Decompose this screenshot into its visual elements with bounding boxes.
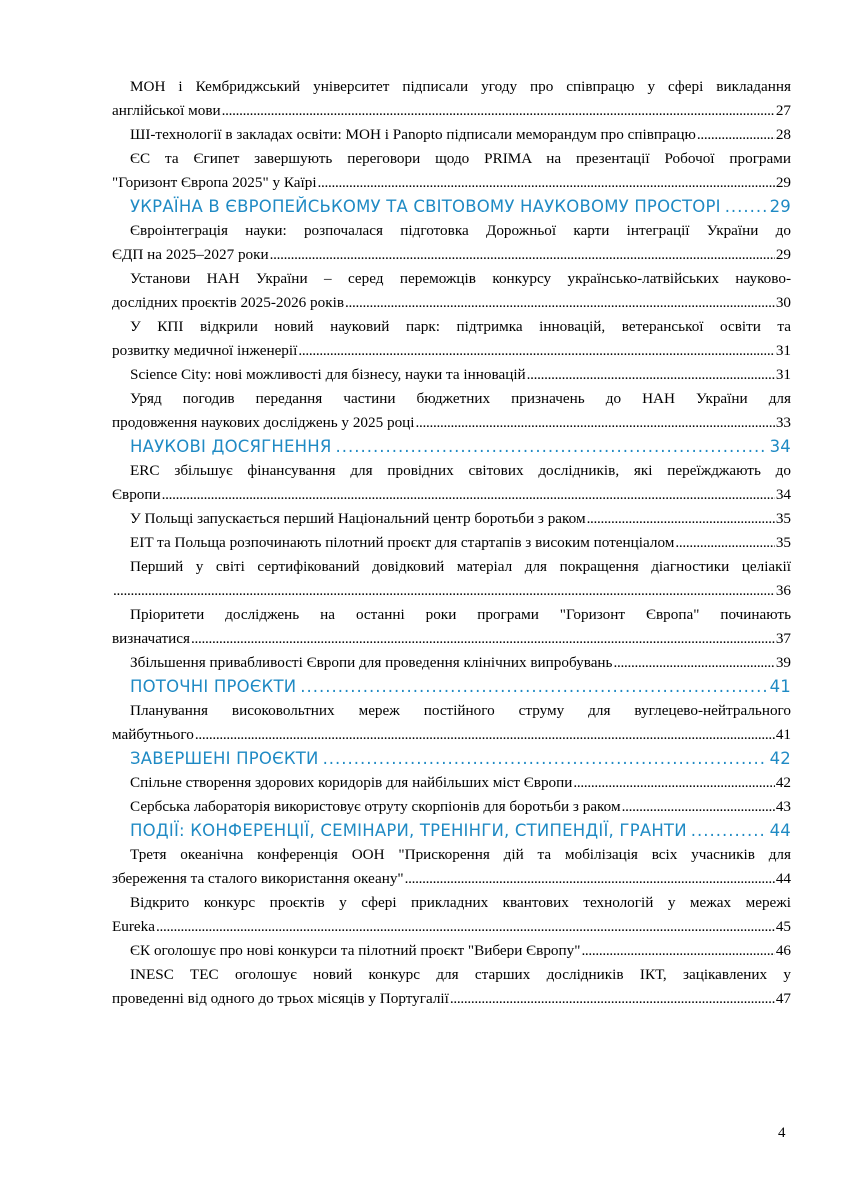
toc-leader-dots	[222, 99, 775, 123]
toc-page-number: 27	[775, 102, 791, 119]
toc-entry-last-line	[112, 939, 791, 963]
toc-entry[interactable]	[112, 75, 791, 123]
toc-page-number: 35	[775, 510, 791, 527]
toc-entry[interactable]	[112, 267, 791, 315]
toc-section-heading[interactable]	[112, 195, 791, 219]
toc-leader-dots	[587, 507, 775, 531]
toc-section-title: НАУКОВІ ДОСЯГНЕННЯ	[130, 437, 332, 456]
toc-section-title: ПОТОЧНІ ПРОЄКТИ	[130, 677, 297, 696]
toc-entry-last-line	[112, 507, 791, 531]
toc-entry[interactable]	[112, 843, 791, 891]
toc-entry-title: "Горизонт Європа 2025" у Каїрі	[112, 174, 317, 191]
toc-section-heading[interactable]	[112, 819, 791, 843]
toc-page-number: 42	[775, 774, 791, 791]
toc-page-number: 42	[769, 749, 791, 768]
toc-entry[interactable]	[112, 771, 791, 795]
toc-entry[interactable]	[112, 123, 791, 147]
toc-page-number: 29	[775, 246, 791, 263]
toc-entry-title-line: Відкрито конкурс проєктів у сфері прикладних квантових технологій у межах мережі	[130, 894, 791, 911]
toc-page-number: 39	[775, 654, 791, 671]
toc-entry-last-line	[112, 171, 791, 195]
toc-entry-title-line: Установи НАН України – серед переможців конкурсу українсько-латвійських науково-	[130, 270, 791, 287]
toc-entry[interactable]	[112, 507, 791, 531]
toc-section-title: ПОДІЇ: КОНФЕРЕНЦІЇ, СЕМІНАРИ, ТРЕНІНГИ, СТИПЕНДІЇ, ГРАНТИ	[130, 821, 687, 840]
toc-entry[interactable]	[112, 963, 791, 1011]
toc-entry-title-line: Планування високовольтних мереж постійного струму для вуглецево-нейтрального	[130, 702, 791, 719]
toc-entry-title-line: INESC TEC оголошує новий конкурс для старших дослідників ІКТ, зацікавлених у	[130, 966, 791, 983]
toc-leader-dots	[697, 123, 775, 147]
toc-leader-dots	[156, 915, 775, 939]
toc-entry[interactable]	[112, 699, 791, 747]
toc-page-number: 29	[769, 197, 791, 216]
toc-leader-dots	[113, 579, 775, 603]
toc-entry-title: ШІ-технології в закладах освіти: МОН і Panopto підписали меморандум про співпрацю	[130, 126, 696, 143]
toc-entry-title: Сербська лабораторія використовує отруту скорпіонів для боротьби з раком	[130, 798, 621, 815]
toc-leader-dots	[416, 411, 775, 435]
toc-entry-title-line: ERC збільшує фінансування для провідних світових дослідників, які переїжджають до	[130, 462, 791, 479]
toc-page-number: 45	[775, 918, 791, 935]
toc-page-number: 31	[775, 366, 791, 383]
toc-entry-title: збереження та сталого використання океану"	[112, 870, 404, 887]
toc-page-number: 36	[775, 582, 791, 599]
toc-leader-dots	[613, 651, 774, 675]
toc-page-number: 41	[769, 677, 791, 696]
toc-leader-dots	[573, 771, 774, 795]
toc-entry-title: Science City: нові можливості для бізнесу, науки та інновацій	[130, 366, 526, 383]
toc-entry-title: проведенні від одного до трьох місяців у Португалії	[112, 990, 449, 1007]
toc-entry-last-line	[112, 483, 791, 507]
toc-leader-dots	[318, 171, 775, 195]
toc-entry-last-line	[112, 123, 791, 147]
toc-entry-title-line: Пріоритети досліджень на останні роки програми "Горизонт Європа" починають	[130, 606, 791, 623]
toc-entry-title: дослідних проєктів 2025-2026 років	[112, 294, 345, 311]
toc-entry[interactable]	[112, 939, 791, 963]
toc-entry-title: визначатися	[112, 630, 191, 647]
toc-entry[interactable]	[112, 147, 791, 195]
toc-entry-last-line	[112, 579, 791, 603]
toc-leader-dots	[336, 435, 766, 459]
toc-section-title: УКРАЇНА В ЄВРОПЕЙСЬКОМУ ТА СВІТОВОМУ НАУКОВОМУ ПРОСТОРІ	[130, 197, 721, 216]
toc-section-heading[interactable]	[112, 675, 791, 699]
page-number: 4	[778, 1125, 786, 1141]
toc-entry[interactable]	[112, 795, 791, 819]
toc-page-number: 34	[775, 486, 791, 503]
toc-entry[interactable]	[112, 651, 791, 675]
toc-entry-last-line	[112, 99, 791, 123]
toc-entry-last-line	[112, 627, 791, 651]
toc-leader-dots	[298, 339, 774, 363]
toc-section-heading[interactable]	[112, 435, 791, 459]
toc-entry-title-line: МОН і Кембриджський університет підписали угоду про співпрацю у сфері викладання	[130, 78, 791, 95]
toc-entry-title: У Польщі запускається перший Національний центр боротьби з раком	[130, 510, 586, 527]
toc-entry[interactable]	[112, 219, 791, 267]
toc-leader-dots	[162, 483, 775, 507]
toc-leader-dots	[323, 747, 766, 771]
toc-page-number: 33	[775, 414, 791, 431]
toc-entry-last-line	[112, 987, 791, 1011]
toc-leader-dots	[691, 819, 766, 843]
toc-entry-title: продовження наукових досліджень у 2025 році	[112, 414, 415, 431]
toc-leader-dots	[405, 867, 775, 891]
toc-entry-title-line: Уряд погодив передання частини бюджетних призначень до НАН України для	[130, 390, 791, 407]
toc-page-number: 31	[775, 342, 791, 359]
toc-leader-dots	[725, 195, 766, 219]
toc-section-title: ЗАВЕРШЕНІ ПРОЄКТИ	[130, 749, 319, 768]
toc-page-number: 46	[775, 942, 791, 959]
toc-entry-title: Спільне створення здорових коридорів для найбільших міст Європи	[130, 774, 573, 791]
toc-leader-dots	[270, 243, 775, 267]
toc-entry-last-line	[112, 339, 791, 363]
toc-entry-title: англійської мови	[112, 102, 221, 119]
toc-leader-dots	[300, 675, 765, 699]
toc-entry[interactable]	[112, 555, 791, 603]
toc-entry[interactable]	[112, 531, 791, 555]
toc-entry-title: Збільшення привабливості Європи для проведення клінічних випробувань	[130, 654, 613, 671]
toc-leader-dots	[191, 627, 775, 651]
toc-page-number: 41	[775, 726, 791, 743]
toc-leader-dots	[450, 987, 775, 1011]
toc-page-number: 30	[775, 294, 791, 311]
toc-entry-title: ЄДП на 2025–2027 роки	[112, 246, 269, 263]
toc-section-heading[interactable]	[112, 747, 791, 771]
toc-entry-last-line	[112, 243, 791, 267]
toc-entry-last-line	[112, 363, 791, 387]
toc-page-number: 47	[775, 990, 791, 1007]
toc-page-number: 43	[775, 798, 791, 815]
toc-page-number: 28	[775, 126, 791, 143]
toc-entry-title: розвитку медичної інженерії	[112, 342, 298, 359]
toc-entry[interactable]	[112, 603, 791, 651]
table-of-contents	[112, 75, 791, 1011]
toc-entry-last-line	[112, 795, 791, 819]
toc-entry-title: Eureka	[112, 918, 156, 935]
toc-leader-dots	[527, 363, 775, 387]
toc-entry[interactable]	[112, 891, 791, 939]
toc-leader-dots	[675, 531, 774, 555]
toc-entry-title-line: Перший у світі сертифікований довідковий матеріал для покращення діагностики целіакії	[130, 558, 791, 575]
toc-entry-title-line: У КПІ відкрили новий науковий парк: підтримка інновацій, ветеранської освіти та	[130, 318, 791, 335]
toc-entry-title: EIT та Польща розпочинають пілотний проєкт для стартапів з високим потенціалом	[130, 534, 675, 551]
toc-page-number: 44	[775, 870, 791, 887]
toc-page-number: 29	[775, 174, 791, 191]
toc-entry[interactable]	[112, 363, 791, 387]
toc-leader-dots	[622, 795, 775, 819]
toc-entry-title-line: ЄС та Єгипет завершують переговори щодо PRIMA на презентації Робочої програми	[130, 150, 791, 167]
toc-page-number: 44	[769, 821, 791, 840]
toc-entry-last-line	[112, 915, 791, 939]
toc-page-number: 35	[775, 534, 791, 551]
toc-leader-dots	[195, 723, 775, 747]
toc-page-number: 34	[769, 437, 791, 456]
toc-entry-title-line: Третя океанічна конференція ООН "Прискорення дій та мобілізація всіх учасників для	[130, 846, 791, 863]
toc-leader-dots	[581, 939, 774, 963]
toc-entry-title: ЄК оголошує про нові конкурси та пілотний проєкт "Вибери Європу"	[130, 942, 581, 959]
toc-entry-last-line	[112, 867, 791, 891]
toc-entry-last-line	[112, 531, 791, 555]
toc-page-number: 37	[775, 630, 791, 647]
toc-entry-last-line	[112, 651, 791, 675]
toc-entry-last-line	[112, 411, 791, 435]
toc-entry-last-line	[112, 291, 791, 315]
toc-leader-dots	[345, 291, 775, 315]
toc-entry[interactable]	[112, 315, 791, 363]
toc-entry[interactable]	[112, 459, 791, 507]
toc-entry-last-line	[112, 771, 791, 795]
toc-entry-title: Європи	[112, 486, 161, 503]
toc-entry[interactable]	[112, 387, 791, 435]
toc-entry-last-line	[112, 723, 791, 747]
toc-entry-title: майбутнього	[112, 726, 194, 743]
toc-entry-title-line: Євроінтеграція науки: розпочалася підготовка Дорожньої карти інтеграції України до	[130, 222, 791, 239]
